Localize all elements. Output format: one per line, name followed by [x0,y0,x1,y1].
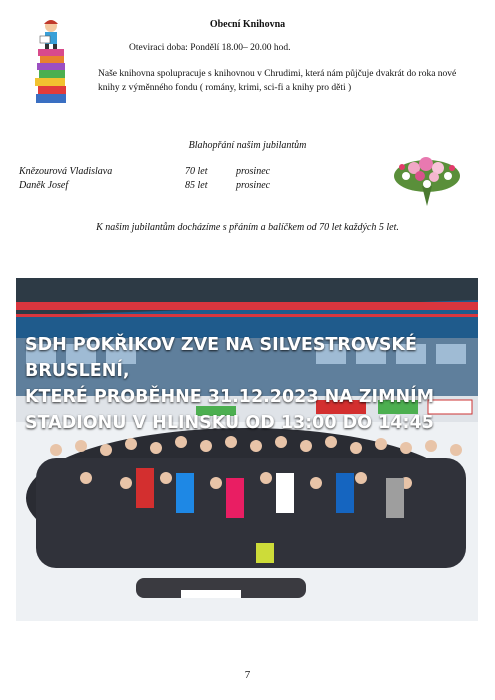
jubilee-heading: Blahopřání našim jubilantům [188,140,307,151]
jubilee-name: Knězourová Vladislava [19,166,113,177]
opening-hours: Oteviraci doba: Pondělí 18.00– 20.00 hod. [129,43,291,53]
library-title: Obecní Knihovna [209,19,286,30]
caption-line: KTERÉ PROBĚHNE 31.12.2023 NA ZIMNÍM [25,387,435,407]
jubilee-age: 70 let [185,166,208,177]
library-description: Naše knihovna spolupracuje s knihovnou v Chrudimi, která nám půjčuje dvakrát do roka nové knihy z výměnného fondu ( romány, krimi, sci-fi a knihy pro děti ) [98,69,457,93]
event-caption [25,332,475,436]
jubilee-month: prosinec [236,166,271,177]
jubilee-age: 85 let [185,180,208,191]
jubilee-name: Daněk Josef [19,180,69,191]
caption-line: STADIONU V HLINSKU OD 13:00 DO 14:45 [25,413,434,433]
page-number: 7 [244,669,251,681]
flower-bouquet-icon [392,148,462,208]
skating-group-photo [16,278,478,621]
flower-bouquet [392,148,462,208]
jubilee-month: prosinec [236,180,271,191]
event-photo [16,278,478,621]
caption-line: SDH POKŘIKOV ZVE NA SILVESTROVSKÉ BRUSLENÍ, [25,335,417,381]
visit-note: K našim jubilantům docházíme s přáním a balíčkem od 70 let každých 5 let. [96,222,399,233]
